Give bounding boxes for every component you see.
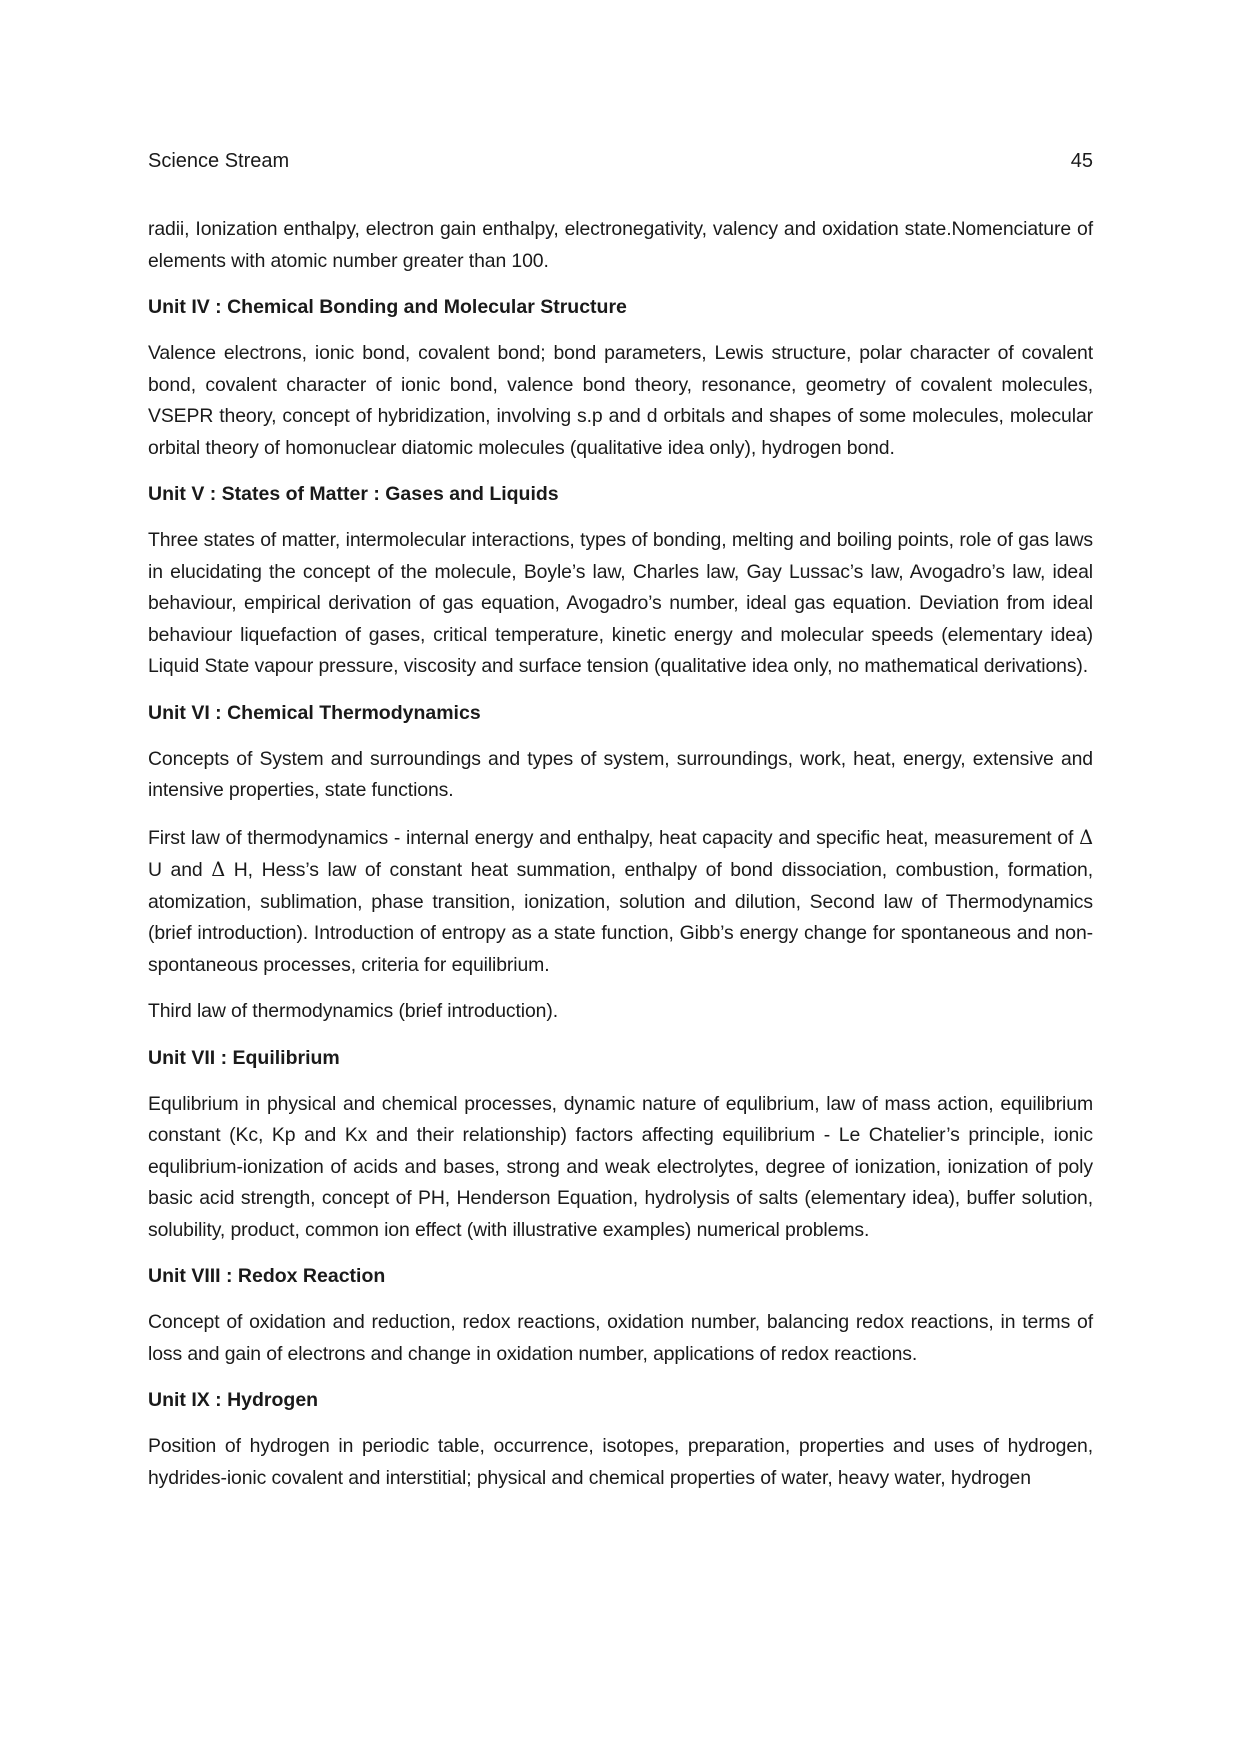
intro-paragraph: radii, Ionization enthalpy, electron gain enthalpy, electronegativity, valency and oxidation state.Nomenciature of elements with atomic number greater than 100. [148, 218, 1093, 272]
unit-8-heading: Unit VIII : Redox Reaction [148, 1265, 386, 1287]
unit-4-heading: Unit IV : Chemical Bonding and Molecular Structure [148, 296, 627, 318]
unit-6-paragraph-2 [148, 822, 1093, 982]
running-header [148, 148, 1093, 174]
unit-6-paragraph-2-part-a: First law of thermodynamics - internal energy and enthalpy, heat capacity and specific heat, measurement of [148, 826, 1080, 849]
unit-4-paragraph: Valence electrons, ionic bond, covalent bond; bond parameters, Lewis structure, polar character of covalent bond, covalent character of ionic bond, valence bond theory, resonance, geometry of covalent molecules, VSEPR theory, concept of hybridization, involving s.p and d orbitals and shapes of some molecules, molecular orbital theory of homonuclear diatomic molecules (qualitative idea only), hydrogen bond. [148, 342, 1093, 459]
unit-6-paragraph-3: Third law of thermodynamics (brief introduction). [148, 1000, 559, 1022]
unit-7-heading: Unit VII : Equilibrium [148, 1046, 340, 1069]
unit-6-paragraph-2-part-b: U and [148, 859, 212, 881]
unit-9-heading: Unit IX : Hydrogen [148, 1389, 319, 1411]
unit-8-paragraph: Concept of oxidation and reduction, redox reactions, oxidation number, balancing redox reactions, in terms of loss and gain of electrons and change in oxidation number, applications of redox reactions. [148, 1311, 1093, 1365]
running-title: Science Stream [148, 150, 290, 172]
unit-9-paragraph: Position of hydrogen in periodic table, occurrence, isotopes, preparation, properties and uses of hydrogen, hydrides-ionic covalent and interstitial; physical and chemical properties of water, heavy water, hydrogen [148, 1435, 1093, 1489]
unit-6-heading: Unit VI : Chemical Thermodynamics [148, 701, 481, 724]
delta-symbol: Δ [211, 858, 226, 881]
unit-6-paragraph-1: Concepts of System and surroundings and types of system, surroundings, work, heat, energy, extensive and intensive properties, state functions. [148, 747, 1093, 801]
unit-7-paragraph: Equlibrium in physical and chemical processes, dynamic nature of equlibrium, law of mass action, equilibrium constant (Kc, Kp and Kx and their relationship) factors affecting equilibrium - Le Chatelier’s principle, ionic equlibrium-ionization of acids and bases, strong and weak electrolytes, degree of ionization, ionization of poly basic acid strength, concept of PH, Henderson Equation, hydrolysis of salts (elementary idea), buffer solution, solubility, product, common ion effect (with illustrative examples) numerical problems. [148, 1092, 1093, 1241]
delta-symbol: Δ [1079, 825, 1093, 849]
page-number: 45 [1070, 150, 1093, 172]
unit-6-paragraph-2-part-c: H, Hess’s law of constant heat summation, enthalpy of bond dissociation, combustion, formation, atomization, sublimation, phase transition, ionization, solution and dilution, Second law of Thermodynamics (brief introduction). Introduction of entropy as a state function, Gibb’s energy change for spontaneous and non-spontaneous processes, criteria for equilibrium. [148, 859, 1093, 976]
unit-5-paragraph: Three states of matter, intermolecular interactions, types of bonding, melting and boiling points, role of gas laws in elucidating the concept of the molecule, Boyle’s law, Charles law, Gay Lussac’s law, Avogadro’s law, ideal behaviour, empirical derivation of gas equation, Avogadro’s number, ideal gas equation. Deviation from ideal behaviour liquefaction of gases, critical temperature, kinetic energy and molecular speeds (elementary idea) Liquid State vapour pressure, viscosity and surface tension (qualitative idea only, no mathematical derivations). [148, 529, 1093, 677]
page-content [148, 214, 1093, 1509]
unit-5-heading: Unit V : States of Matter : Gases and Liquids [148, 483, 559, 505]
